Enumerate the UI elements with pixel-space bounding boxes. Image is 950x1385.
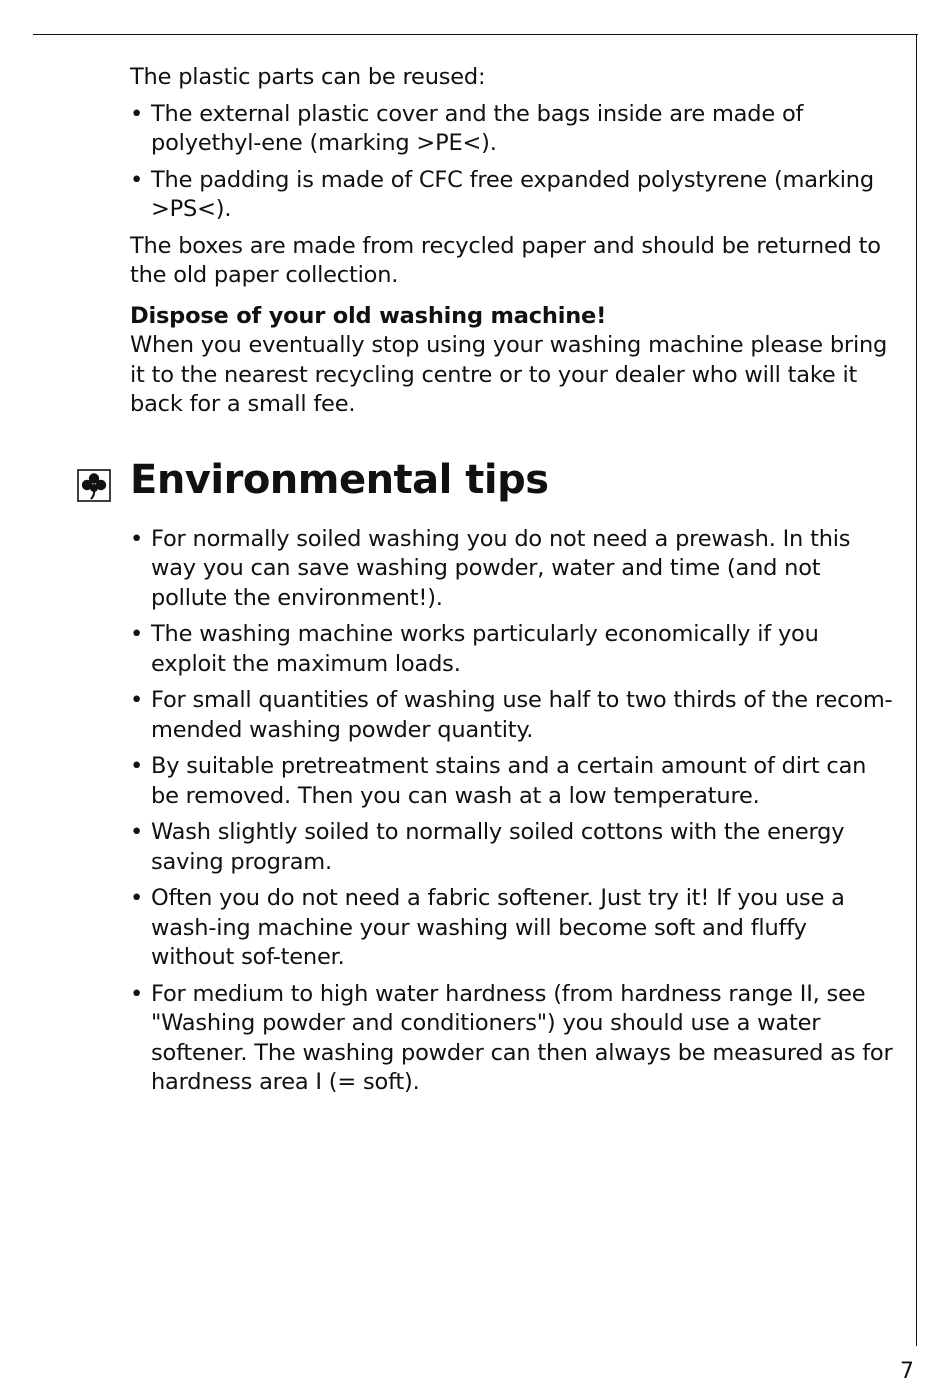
list-item: • By suitable pretreatment stains and a certain amount of dirt can be removed. Then you can wash at a low temperature. [130, 752, 895, 811]
clover-icon [77, 469, 111, 502]
page-title: Environmental tips [130, 456, 549, 503]
packaging-section [130, 63, 895, 291]
list-item: • Often you do not need a fabric softener. Just try it! If you use a wash-ing machine your washing will become soft and fluffy without sof-tener. [130, 884, 895, 973]
list-item: • Wash slightly soiled to normally soiled cottons with the energy saving program. [130, 818, 895, 877]
boxes-paragraph: The boxes are made from recycled paper and should be returned to the old paper collection. [130, 232, 881, 288]
list-item: • The external plastic cover and the bags inside are made of polyethyl-ene (marking >PE<). [130, 100, 895, 159]
tips-bullet-list [130, 525, 895, 1098]
list-item: • The padding is made of CFC free expanded polystyrene (marking >PS<). [130, 166, 895, 225]
page-frame-right-rule [916, 34, 917, 1346]
environmental-tips-header [130, 453, 895, 507]
disposal-heading: Dispose of your old washing machine! [130, 302, 607, 329]
list-item: • The washing machine works particularly economically if you exploit the maximum loads. [130, 620, 895, 679]
page-content [130, 63, 895, 1105]
list-item: • For normally soiled washing you do not need a prewash. In this way you can save washing powder, water and time (and not pollute the environment!). [130, 525, 895, 614]
packaging-intro: The plastic parts can be reused: [130, 64, 486, 90]
list-item: • For small quantities of washing use half to two thirds of the recom-mended washing powder quantity. [130, 686, 895, 745]
packaging-bullet-list [130, 100, 895, 225]
list-item: • For medium to high water hardness (from hardness range II, see "Washing powder and conditioners") you should use a water softener. The washing powder can then always be measured as for hardness area I (= soft). [130, 980, 895, 1098]
environmental-tips-section [130, 525, 895, 1098]
disposal-paragraph: When you eventually stop using your washing machine please bring it to the nearest recycling centre or to your dealer who will take it back for a small fee. [130, 332, 888, 417]
page-frame-top-rule [33, 34, 918, 35]
page-number: 7 [900, 1359, 914, 1384]
disposal-section [130, 302, 895, 420]
